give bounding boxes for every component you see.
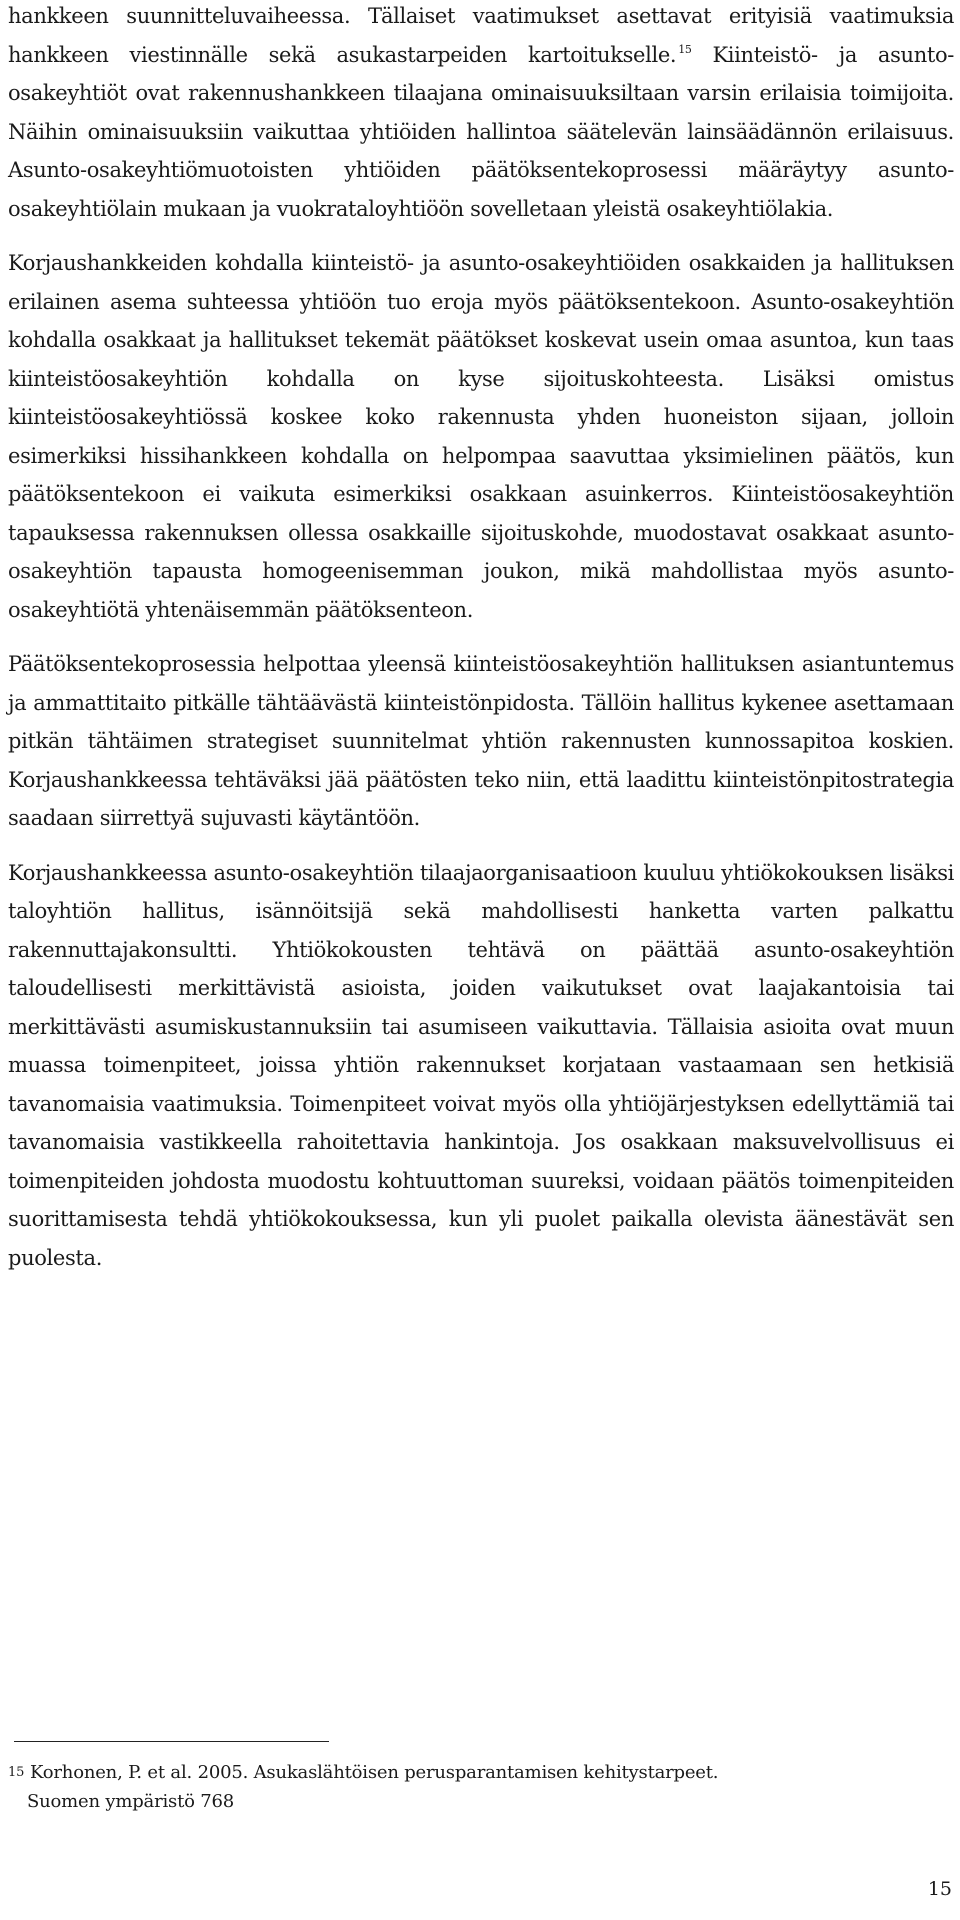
- paragraph-2: Korjaushankkeiden kohdalla kiinteistö- ja asunto-osakeyhtiöiden osakkaiden ja hallituksen erilainen asema suhteessa yhtiöön tuo eroja myös päätöksentekoon. Asunto-osakeyhtiön kohdalla osakkaat ja hallitukset tekemät päätökset koskevat usein omaa asuntoa, kun taas kiinteistöosakeyhtiön kohdalla on kyse sijoituskohteesta. Lisäksi omistus kiinteistöosakeyhtiössä koskee koko rakennusta yhden huoneiston sijaan, jolloin esimerkiksi hissihankkeen kohdalla on helpompaa saavuttaa yksimielinen päätös, kun päätöksentekoon ei vaikuta esimerkiksi osakkaan asuinkerros. Kiinteistöosakeyhtiön tapauksessa rakennuksen ollessa osakkaille sijoituskohde, muodostavat osakkaat asunto-osakeyhtiön tapausta homogeenisemman joukon, mikä mahdollistaa myös asunto-osakeyhtiötä yhtenäisemmän päätöksenteon.: [8, 251, 954, 622]
- page-number: 15: [927, 1878, 952, 1900]
- footnote-line-1: Korhonen, P. et al. 2005. Asukaslähtöisen perusparantamisen kehitystarpeet.: [30, 1762, 719, 1783]
- footnote-separator: [14, 1741, 329, 1742]
- footnote-line-2: Suomen ympäristö 768: [27, 1791, 235, 1812]
- document-page: [8, 0, 954, 1277]
- paragraph-3: Päätöksentekoprosessia helpottaa yleensä kiinteistöosakeyhtiön hallituksen asiantuntemus ja ammattitaito pitkälle tähtäävästä kiinteistönpidosta. Tällöin hallitus kykenee asettamaan pitkän tähtäimen strategiset suunnitelmat yhtiön rakennusten kunnossapitoa koskien. Korjaushankkeessa tehtäväksi jää päätösten teko niin, että laadittu kiinteistönpitostrategia saadaan siirrettyä sujuvasti käytäntöön.: [8, 652, 954, 830]
- paragraph-1-text-continued: Kiinteistö- ja asunto-osakeyhtiöt ovat rakennushankkeen tilaajana ominaisuuksiltaan varsin erilaisia toimijoita. Näihin ominaisuuksiin vaikuttaa yhtiöiden hallintoa säätelevän lainsäädännön erilaisuus. Asunto-osakeyhtiömuotoisten yhtiöiden päätöksentekoprosessi määräytyy asunto-osakeyhtiölain mukaan ja vuokrataloyhtiöön sovelletaan yleistä osakeyhtiölakia.: [8, 42, 954, 221]
- footnote-number: 15: [8, 1765, 25, 1780]
- footnote-reference: 15: [678, 42, 692, 56]
- paragraph-4: Korjaushankkeessa asunto-osakeyhtiön tilaajaorganisaatioon kuuluu yhtiökokouksen lisäksi taloyhtiön hallitus, isännöitsijä sekä mahdollisesti hanketta varten palkattu rakennuttajakonsultti. Yhtiökokousten tehtävä on päättää asunto-osakeyhtiön taloudellisesti merkittävistä asioista, joiden vaikutukset ovat laajakantoisia tai merkittävästi asumiskustannuksiin tai asumiseen vaikuttavia. Tällaisia asioita ovat muun muassa toimenpiteet, joissa yhtiön rakennukset korjataan vastaamaan sen hetkisiä tavanomaisia vaatimuksia. Toimenpiteet voivat myös olla yhtiöjärjestyksen edellyttämiä tai tavanomaisia vastikkeella rahoitettavia hankintoja. Jos osakkaan maksuvelvollisuus ei toimenpiteiden johdosta muodostu kohtuuttoman suureksi, voidaan päätös toimenpiteiden suorittamisesta tehdä yhtiökokouksessa, kun yli puolet paikalla olevista äänestävät sen puolesta.: [8, 860, 954, 1270]
- footnote: [8, 1758, 954, 1816]
- paragraph-1: [8, 0, 954, 228]
- paragraph-1-text: hankkeen suunnitteluvaiheessa. Tällaiset vaatimukset asettavat erityisiä vaatimuksia hankkeen viestinnälle sekä asukastarpeiden kartoitukselle.: [8, 4, 954, 67]
